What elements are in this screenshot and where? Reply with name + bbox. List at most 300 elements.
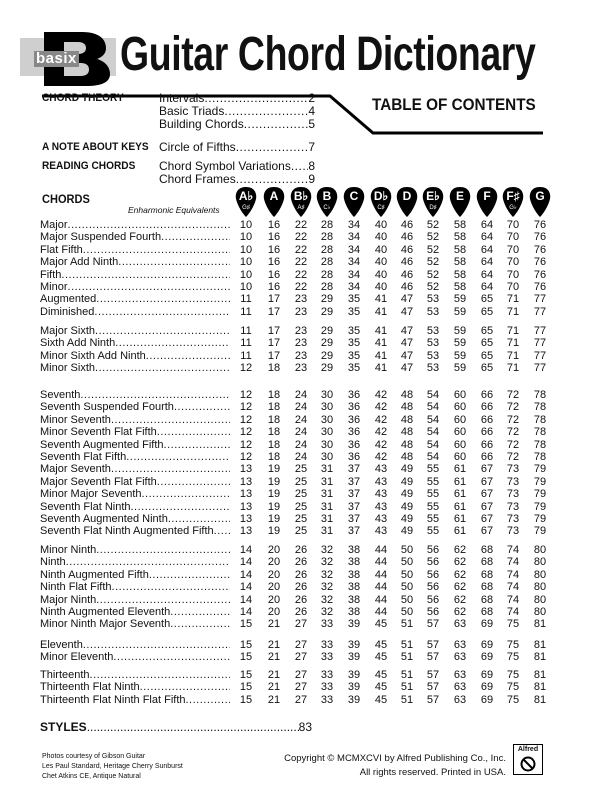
- chord-page-link[interactable]: 18: [267, 401, 281, 414]
- chord-page-link[interactable]: 11: [240, 293, 252, 306]
- chord-page-link[interactable]: 76: [533, 219, 547, 231]
- chord-page-link[interactable]: 41: [374, 349, 388, 362]
- chord-page-link[interactable]: 18: [267, 389, 281, 401]
- chord-page-link[interactable]: 16: [267, 281, 281, 293]
- chord-page-link[interactable]: 62: [453, 606, 467, 618]
- chord-page-link[interactable]: 70: [506, 268, 520, 281]
- chord-page-link[interactable]: 46: [400, 243, 414, 256]
- chord-page-link[interactable]: 75: [506, 639, 520, 651]
- chord-page-link[interactable]: 75: [506, 669, 520, 681]
- chord-page-link[interactable]: 66: [480, 401, 494, 414]
- chord-page-link[interactable]: 11: [240, 325, 252, 337]
- chord-page-link[interactable]: 58: [453, 243, 467, 256]
- chord-page-link[interactable]: 35: [347, 325, 361, 337]
- chord-page-link[interactable]: 57: [426, 681, 440, 694]
- chord-page-link[interactable]: 38: [347, 568, 361, 581]
- chord-page-link[interactable]: 69: [480, 651, 494, 664]
- chord-page-link[interactable]: 42: [374, 389, 388, 401]
- chord-page-link[interactable]: 22: [294, 231, 308, 244]
- chord-page-link[interactable]: 49: [400, 525, 414, 538]
- chord-page-link[interactable]: 60: [453, 426, 467, 439]
- chord-page-link[interactable]: 46: [400, 256, 414, 269]
- chord-page-link[interactable]: 29: [320, 293, 334, 306]
- chord-page-link[interactable]: 22: [294, 219, 308, 231]
- chord-page-link[interactable]: 81: [533, 669, 547, 681]
- chord-page-link[interactable]: 31: [320, 488, 334, 501]
- chord-page-link[interactable]: 41: [374, 293, 388, 306]
- chord-page-link[interactable]: 13: [239, 525, 253, 538]
- chord-page-link[interactable]: 16: [267, 243, 281, 256]
- chord-page-link[interactable]: 72: [506, 413, 520, 426]
- chord-page-link[interactable]: 19: [267, 488, 281, 501]
- chord-page-link[interactable]: 66: [480, 389, 494, 401]
- chord-page-link[interactable]: 25: [294, 463, 308, 476]
- chord-page-link[interactable]: 23: [294, 325, 308, 337]
- chord-page-link[interactable]: 81: [533, 618, 547, 631]
- chord-page-link[interactable]: 30: [320, 451, 334, 463]
- toc-entry-styles[interactable]: [40, 720, 312, 734]
- chord-page-link[interactable]: 45: [374, 651, 388, 664]
- chord-page-link[interactable]: 36: [347, 401, 361, 414]
- chord-page-link[interactable]: 12: [239, 413, 253, 426]
- chord-page-link[interactable]: 14: [239, 606, 253, 618]
- chord-page-link[interactable]: 18: [267, 438, 281, 451]
- chord-page-link[interactable]: 34: [347, 219, 361, 231]
- chord-page-link[interactable]: 33: [320, 669, 334, 681]
- chord-page-link[interactable]: 78: [533, 451, 547, 463]
- chord-page-link[interactable]: 67: [480, 500, 494, 513]
- chord-page-link[interactable]: 18: [267, 413, 281, 426]
- chord-page-link[interactable]: 79: [533, 525, 547, 538]
- chord-page-link[interactable]: 48: [400, 426, 414, 439]
- chord-page-link[interactable]: 71: [506, 325, 520, 337]
- chord-page-link[interactable]: 20: [267, 606, 281, 618]
- chord-page-link[interactable]: 44: [374, 556, 388, 569]
- chord-page-link[interactable]: 75: [506, 693, 520, 706]
- chord-page-link[interactable]: 45: [374, 639, 388, 651]
- chord-page-link[interactable]: 32: [320, 568, 334, 581]
- chord-page-link[interactable]: 69: [480, 669, 494, 681]
- chord-page-link[interactable]: 42: [374, 401, 388, 414]
- chord-page-link[interactable]: 24: [294, 401, 308, 414]
- chord-page-link[interactable]: 45: [374, 693, 388, 706]
- chord-page-link[interactable]: 74: [506, 556, 520, 569]
- chord-page-link[interactable]: 52: [426, 243, 440, 256]
- chord-page-link[interactable]: 64: [480, 219, 494, 231]
- chord-page-link[interactable]: 57: [426, 651, 440, 664]
- chord-page-link[interactable]: 45: [374, 618, 388, 631]
- chord-page-link[interactable]: 51: [400, 681, 414, 694]
- chord-page-link[interactable]: 19: [267, 475, 281, 488]
- chord-page-link[interactable]: 10: [239, 219, 253, 231]
- chord-page-link[interactable]: 14: [239, 556, 253, 569]
- chord-page-link[interactable]: 62: [453, 593, 467, 606]
- chord-page-link[interactable]: 38: [347, 593, 361, 606]
- chord-page-link[interactable]: 65: [480, 349, 494, 362]
- chord-page-link[interactable]: 67: [480, 513, 494, 525]
- chord-page-link[interactable]: 80: [533, 568, 547, 581]
- chord-page-link[interactable]: 46: [400, 231, 414, 244]
- chord-page-link[interactable]: 68: [480, 581, 494, 594]
- chord-page-link[interactable]: 76: [533, 231, 547, 244]
- chord-page-link[interactable]: 16: [267, 256, 281, 269]
- chord-page-link[interactable]: 43: [374, 500, 388, 513]
- chord-page-link[interactable]: 36: [347, 426, 361, 439]
- chord-page-link[interactable]: 15: [239, 618, 253, 631]
- chord-page-link[interactable]: 67: [480, 525, 494, 538]
- chord-page-link[interactable]: 32: [320, 593, 334, 606]
- chord-page-link[interactable]: 61: [453, 500, 467, 513]
- chord-page-link[interactable]: 32: [320, 581, 334, 594]
- chord-page-link[interactable]: 60: [453, 438, 467, 451]
- chord-page-link[interactable]: 24: [294, 451, 308, 463]
- chord-page-link[interactable]: 35: [347, 293, 361, 306]
- chord-page-link[interactable]: 51: [400, 618, 414, 631]
- chord-page-link[interactable]: 17: [267, 325, 281, 337]
- chord-page-link[interactable]: 66: [480, 426, 494, 439]
- chord-page-link[interactable]: 29: [320, 349, 334, 362]
- chord-page-link[interactable]: 12: [239, 451, 253, 463]
- chord-page-link[interactable]: 17: [267, 305, 281, 318]
- chord-page-link[interactable]: 77: [533, 337, 547, 350]
- chord-page-link[interactable]: 21: [267, 681, 281, 694]
- chord-page-link[interactable]: 47: [400, 305, 414, 318]
- chord-page-link[interactable]: 72: [506, 426, 520, 439]
- chord-page-link[interactable]: 16: [267, 219, 281, 231]
- chord-page-link[interactable]: 81: [533, 681, 547, 694]
- chord-page-link[interactable]: 22: [294, 268, 308, 281]
- chord-page-link[interactable]: 69: [480, 618, 494, 631]
- chord-page-link[interactable]: 77: [533, 362, 547, 375]
- chord-page-link[interactable]: 75: [506, 681, 520, 694]
- chord-page-link[interactable]: 12: [239, 362, 253, 375]
- chord-page-link[interactable]: 43: [374, 475, 388, 488]
- chord-page-link[interactable]: 11: [240, 337, 252, 350]
- chord-page-link[interactable]: 73: [506, 475, 520, 488]
- chord-page-link[interactable]: 53: [426, 325, 440, 337]
- chord-page-link[interactable]: 48: [400, 438, 414, 451]
- chord-page-link[interactable]: 44: [374, 581, 388, 594]
- chord-page-link[interactable]: 81: [533, 693, 547, 706]
- chord-page-link[interactable]: 35: [347, 337, 361, 350]
- chord-page-link[interactable]: 48: [400, 389, 414, 401]
- chord-page-link[interactable]: 71: [506, 362, 520, 375]
- chord-page-link[interactable]: 55: [426, 513, 440, 525]
- chord-page-link[interactable]: 49: [400, 488, 414, 501]
- chord-page-link[interactable]: 49: [400, 500, 414, 513]
- chord-page-link[interactable]: 25: [294, 488, 308, 501]
- chord-page-link[interactable]: 15: [239, 651, 253, 664]
- chord-page-link[interactable]: 25: [294, 525, 308, 538]
- chord-page-link[interactable]: 60: [453, 451, 467, 463]
- chord-page-link[interactable]: 58: [453, 219, 467, 231]
- chord-page-link[interactable]: 26: [294, 606, 308, 618]
- chord-page-link[interactable]: 23: [294, 293, 308, 306]
- chord-page-link[interactable]: 56: [426, 556, 440, 569]
- chord-page-link[interactable]: 18: [267, 426, 281, 439]
- chord-page-link[interactable]: 42: [374, 451, 388, 463]
- chord-page-link[interactable]: 62: [453, 544, 467, 556]
- chord-page-link[interactable]: 34: [347, 268, 361, 281]
- chord-page-link[interactable]: 25: [294, 475, 308, 488]
- chord-page-link[interactable]: 37: [347, 525, 361, 538]
- chord-page-link[interactable]: 79: [533, 513, 547, 525]
- chord-page-link[interactable]: 55: [426, 475, 440, 488]
- chord-page-link[interactable]: 69: [480, 639, 494, 651]
- chord-page-link[interactable]: 61: [453, 475, 467, 488]
- chord-page-link[interactable]: 14: [239, 593, 253, 606]
- chord-page-link[interactable]: 76: [533, 268, 547, 281]
- chord-page-link[interactable]: 68: [480, 556, 494, 569]
- chord-page-link[interactable]: 79: [533, 488, 547, 501]
- chord-page-link[interactable]: 78: [533, 401, 547, 414]
- chord-page-link[interactable]: 52: [426, 231, 440, 244]
- chord-page-link[interactable]: 64: [480, 268, 494, 281]
- chord-page-link[interactable]: 29: [320, 362, 334, 375]
- chord-page-link[interactable]: 15: [239, 681, 253, 694]
- chord-page-link[interactable]: 21: [267, 669, 281, 681]
- chord-page-link[interactable]: 81: [533, 639, 547, 651]
- chord-page-link[interactable]: 47: [400, 362, 414, 375]
- chord-page-link[interactable]: 72: [506, 401, 520, 414]
- chord-page-link[interactable]: 50: [400, 544, 414, 556]
- chord-page-link[interactable]: 51: [400, 669, 414, 681]
- chord-page-link[interactable]: 56: [426, 606, 440, 618]
- chord-page-link[interactable]: 53: [426, 349, 440, 362]
- chord-page-link[interactable]: 56: [426, 581, 440, 594]
- chord-page-link[interactable]: 39: [347, 669, 361, 681]
- chord-page-link[interactable]: 73: [506, 525, 520, 538]
- chord-page-link[interactable]: 59: [453, 362, 467, 375]
- chord-page-link[interactable]: 43: [374, 525, 388, 538]
- chord-page-link[interactable]: 27: [294, 693, 308, 706]
- chord-page-link[interactable]: 58: [453, 256, 467, 269]
- chord-page-link[interactable]: 73: [506, 488, 520, 501]
- chord-page-link[interactable]: 74: [506, 581, 520, 594]
- chord-page-link[interactable]: 21: [267, 618, 281, 631]
- chord-page-link[interactable]: 37: [347, 463, 361, 476]
- chord-page-link[interactable]: 32: [320, 606, 334, 618]
- chord-page-link[interactable]: 19: [267, 463, 281, 476]
- chord-page-link[interactable]: 36: [347, 451, 361, 463]
- chord-page-link[interactable]: 59: [453, 349, 467, 362]
- chord-page-link[interactable]: 54: [426, 389, 440, 401]
- chord-page-link[interactable]: 38: [347, 556, 361, 569]
- chord-page-link[interactable]: 44: [374, 568, 388, 581]
- chord-page-link[interactable]: 34: [347, 256, 361, 269]
- chord-page-link[interactable]: 49: [400, 475, 414, 488]
- chord-page-link[interactable]: 52: [426, 219, 440, 231]
- chord-page-link[interactable]: 49: [400, 513, 414, 525]
- chord-page-link[interactable]: 33: [320, 693, 334, 706]
- chord-page-link[interactable]: 31: [320, 513, 334, 525]
- chord-page-link[interactable]: 54: [426, 401, 440, 414]
- chord-page-link[interactable]: 63: [453, 681, 467, 694]
- chord-page-link[interactable]: 37: [347, 488, 361, 501]
- chord-page-link[interactable]: 13: [239, 513, 253, 525]
- chord-page-link[interactable]: 35: [347, 362, 361, 375]
- chord-page-link[interactable]: 57: [426, 693, 440, 706]
- chord-page-link[interactable]: 40: [374, 281, 388, 293]
- chord-page-link[interactable]: 55: [426, 500, 440, 513]
- chord-page-link[interactable]: 39: [347, 651, 361, 664]
- chord-page-link[interactable]: 56: [426, 568, 440, 581]
- chord-page-link[interactable]: 35: [347, 305, 361, 318]
- chord-page-link[interactable]: 79: [533, 475, 547, 488]
- chord-page-link[interactable]: 70: [506, 243, 520, 256]
- chord-page-link[interactable]: 64: [480, 256, 494, 269]
- chord-page-link[interactable]: 21: [267, 693, 281, 706]
- chord-page-link[interactable]: 53: [426, 362, 440, 375]
- chord-page-link[interactable]: 14: [239, 544, 253, 556]
- chord-page-link[interactable]: 39: [347, 693, 361, 706]
- chord-page-link[interactable]: 72: [506, 389, 520, 401]
- chord-page-link[interactable]: 74: [506, 544, 520, 556]
- chord-page-link[interactable]: 54: [426, 426, 440, 439]
- chord-page-link[interactable]: 31: [320, 525, 334, 538]
- chord-page-link[interactable]: 59: [453, 293, 467, 306]
- chord-page-link[interactable]: 52: [426, 281, 440, 293]
- chord-page-link[interactable]: 42: [374, 426, 388, 439]
- chord-page-link[interactable]: 29: [320, 325, 334, 337]
- chord-page-link[interactable]: 65: [480, 362, 494, 375]
- chord-page-link[interactable]: 46: [400, 281, 414, 293]
- chord-page-link[interactable]: 47: [400, 349, 414, 362]
- chord-page-link[interactable]: 24: [294, 413, 308, 426]
- chord-page-link[interactable]: 81: [533, 651, 547, 664]
- chord-page-link[interactable]: 52: [426, 256, 440, 269]
- chord-page-link[interactable]: 66: [480, 413, 494, 426]
- chord-page-link[interactable]: 20: [267, 581, 281, 594]
- chord-page-link[interactable]: 53: [426, 293, 440, 306]
- chord-page-link[interactable]: 30: [320, 438, 334, 451]
- chord-page-link[interactable]: 78: [533, 426, 547, 439]
- chord-page-link[interactable]: 58: [453, 281, 467, 293]
- chord-page-link[interactable]: 17: [267, 293, 281, 306]
- chord-page-link[interactable]: 26: [294, 556, 308, 569]
- chord-page-link[interactable]: 14: [239, 568, 253, 581]
- chord-page-link[interactable]: 63: [453, 669, 467, 681]
- chord-page-link[interactable]: 74: [506, 593, 520, 606]
- chord-page-link[interactable]: 60: [453, 401, 467, 414]
- chord-page-link[interactable]: 31: [320, 500, 334, 513]
- chord-page-link[interactable]: 51: [400, 639, 414, 651]
- chord-page-link[interactable]: 38: [347, 544, 361, 556]
- chord-page-link[interactable]: 76: [533, 243, 547, 256]
- chord-page-link[interactable]: 47: [400, 293, 414, 306]
- chord-page-link[interactable]: 10: [239, 243, 253, 256]
- chord-page-link[interactable]: 80: [533, 606, 547, 618]
- chord-page-link[interactable]: 26: [294, 581, 308, 594]
- chord-page-link[interactable]: 13: [239, 500, 253, 513]
- chord-page-link[interactable]: 68: [480, 544, 494, 556]
- chord-page-link[interactable]: 67: [480, 463, 494, 476]
- chord-page-link[interactable]: 12: [239, 389, 253, 401]
- chord-page-link[interactable]: 27: [294, 639, 308, 651]
- chord-page-link[interactable]: 67: [480, 488, 494, 501]
- chord-page-link[interactable]: 13: [239, 463, 253, 476]
- chord-page-link[interactable]: 43: [374, 513, 388, 525]
- chord-page-link[interactable]: 71: [506, 349, 520, 362]
- chord-page-link[interactable]: 41: [374, 337, 388, 350]
- chord-page-link[interactable]: 12: [239, 401, 253, 414]
- toc-entry[interactable]: [159, 141, 315, 154]
- chord-page-link[interactable]: 68: [480, 606, 494, 618]
- chord-page-link[interactable]: 18: [267, 362, 281, 375]
- chord-page-link[interactable]: 75: [506, 651, 520, 664]
- chord-page-link[interactable]: 40: [374, 219, 388, 231]
- chord-page-link[interactable]: 40: [374, 256, 388, 269]
- chord-page-link[interactable]: 78: [533, 438, 547, 451]
- chord-page-link[interactable]: 43: [374, 488, 388, 501]
- chord-page-link[interactable]: 63: [453, 639, 467, 651]
- chord-page-link[interactable]: 38: [347, 606, 361, 618]
- toc-entry[interactable]: [159, 173, 315, 186]
- chord-page-link[interactable]: 13: [239, 475, 253, 488]
- chord-page-link[interactable]: 68: [480, 593, 494, 606]
- chord-page-link[interactable]: 69: [480, 693, 494, 706]
- chord-page-link[interactable]: 55: [426, 463, 440, 476]
- chord-page-link[interactable]: 40: [374, 231, 388, 244]
- chord-page-link[interactable]: 28: [320, 256, 334, 269]
- chord-page-link[interactable]: 59: [453, 305, 467, 318]
- chord-page-link[interactable]: 15: [239, 693, 253, 706]
- chord-page-link[interactable]: 65: [480, 293, 494, 306]
- chord-page-link[interactable]: 24: [294, 426, 308, 439]
- chord-page-link[interactable]: 35: [347, 349, 361, 362]
- chord-page-link[interactable]: 36: [347, 413, 361, 426]
- chord-page-link[interactable]: 44: [374, 606, 388, 618]
- chord-page-link[interactable]: 77: [533, 349, 547, 362]
- chord-page-link[interactable]: 77: [533, 325, 547, 337]
- chord-page-link[interactable]: 24: [294, 438, 308, 451]
- chord-page-link[interactable]: 21: [267, 651, 281, 664]
- chord-page-link[interactable]: 56: [426, 593, 440, 606]
- chord-page-link[interactable]: 42: [374, 413, 388, 426]
- chord-page-link[interactable]: 68: [480, 568, 494, 581]
- chord-page-link[interactable]: 40: [374, 268, 388, 281]
- chord-page-link[interactable]: 64: [480, 281, 494, 293]
- chord-page-link[interactable]: 50: [400, 593, 414, 606]
- chord-page-link[interactable]: 37: [347, 513, 361, 525]
- chord-page-link[interactable]: 30: [320, 426, 334, 439]
- chord-page-link[interactable]: 24: [294, 389, 308, 401]
- chord-page-link[interactable]: 57: [426, 618, 440, 631]
- chord-page-link[interactable]: 27: [294, 651, 308, 664]
- chord-page-link[interactable]: 37: [347, 475, 361, 488]
- chord-page-link[interactable]: 11: [240, 349, 252, 362]
- chord-page-link[interactable]: 27: [294, 618, 308, 631]
- chord-page-link[interactable]: 54: [426, 413, 440, 426]
- chord-page-link[interactable]: 17: [267, 337, 281, 350]
- chord-page-link[interactable]: 62: [453, 568, 467, 581]
- chord-page-link[interactable]: 57: [426, 639, 440, 651]
- chord-page-link[interactable]: 33: [320, 651, 334, 664]
- toc-entry[interactable]: [159, 118, 315, 131]
- chord-page-link[interactable]: 36: [347, 438, 361, 451]
- chord-page-link[interactable]: 39: [347, 618, 361, 631]
- chord-page-link[interactable]: 59: [453, 325, 467, 337]
- chord-page-link[interactable]: 26: [294, 544, 308, 556]
- chord-page-link[interactable]: 71: [506, 305, 520, 318]
- chord-page-link[interactable]: 74: [506, 606, 520, 618]
- chord-page-link[interactable]: 59: [453, 337, 467, 350]
- chord-page-link[interactable]: 41: [374, 362, 388, 375]
- chord-page-link[interactable]: 30: [320, 413, 334, 426]
- chord-page-link[interactable]: 50: [400, 606, 414, 618]
- chord-page-link[interactable]: 17: [267, 349, 281, 362]
- chord-page-link[interactable]: 53: [426, 337, 440, 350]
